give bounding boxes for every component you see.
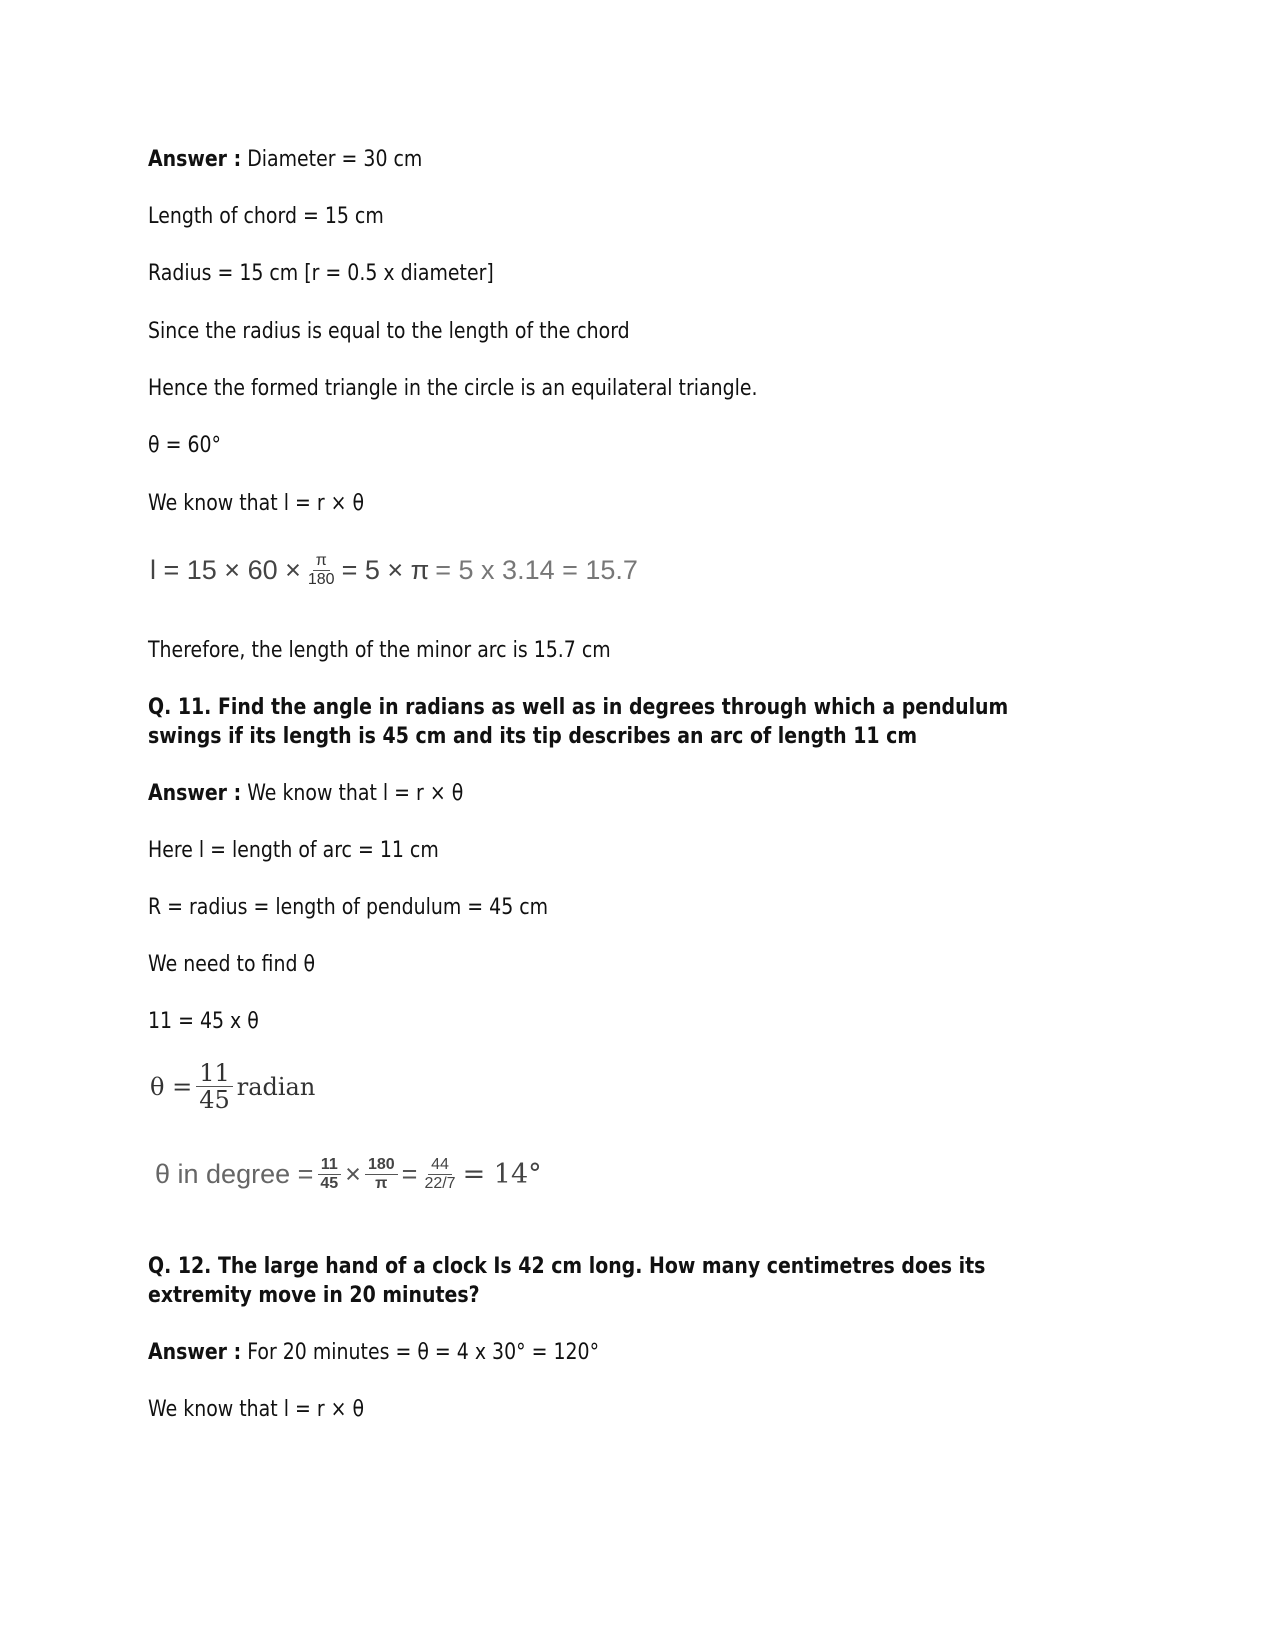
q10-arc-formula: l = 15 × 60 × $\frac{\pi}{180}$ = 5 × π = 5 x 3.14 = 15.7	[150, 552, 638, 588]
q10-since-line: Since the radius is equal to the length of the chord	[148, 319, 630, 344]
answer-label: Answer :	[148, 147, 242, 172]
q11-radius-line: R = radius = length of pendulum = 45 cm	[148, 895, 549, 920]
q11-arc-line: Here l = length of arc = 11 cm	[148, 838, 439, 863]
answer-label: Answer :	[148, 781, 242, 806]
q11-question-line-1: Q. 11. Find the angle in radians as well as in degrees through which a pendulum	[148, 695, 1009, 720]
q10-theta-line: θ = 60°	[148, 433, 221, 458]
q10-formula-intro: We know that l = r × θ	[148, 491, 365, 516]
q10-chord-line: Length of chord = 15 cm	[148, 204, 384, 229]
fraction: $\frac{\pi}{180}$	[307, 552, 335, 588]
fraction: $\frac{11}{45}$	[317, 1156, 341, 1192]
q12-question-line-1: Q. 12. The large hand of a clock Is 42 cm long. How many centimetres does its	[148, 1254, 986, 1279]
q12-formula-intro: We know that l = r × θ	[148, 1397, 365, 1422]
q11-degree-formula: θ in degree = $\frac{11}{45}$ × $\frac{180}{\pi}$ = $\frac{44}{22/7}$ = 14°	[155, 1156, 542, 1192]
q10-conclusion: Therefore, the length of the minor arc is 15.7 cm	[148, 638, 611, 663]
q11-radian-formula: θ = $\frac{11}{45}$ radian	[150, 1059, 316, 1115]
fraction: $\frac{11}{45}$	[196, 1060, 233, 1114]
q10-hence-line: Hence the formed triangle in the circle is an equilateral triangle.	[148, 376, 758, 401]
q11-answer-line-1: Answer : We know that l = r × θ	[148, 781, 464, 806]
q11-question-line-2: swings if its length is 45 cm and its tip describes an arc of length 11 cm	[148, 724, 918, 749]
answer-text: Diameter = 30 cm	[247, 147, 423, 172]
q11-find-line: We need to find θ	[148, 952, 316, 977]
q11-equation-line: 11 = 45 x θ	[148, 1009, 259, 1034]
q10-answer-line-1	[148, 146, 422, 174]
q12-answer-line-1: Answer : For 20 minutes = θ = 4 x 30° = 120°	[148, 1340, 600, 1365]
answer-label: Answer :	[148, 1340, 242, 1365]
fraction: $\frac{180}{\pi}$	[365, 1156, 398, 1192]
q10-radius-line: Radius = 15 cm [r = 0.5 x diameter]	[148, 261, 494, 286]
q12-question-line-2: extremity move in 20 minutes?	[148, 1283, 480, 1308]
fraction: $\frac{44}{22/7}$	[424, 1156, 456, 1192]
